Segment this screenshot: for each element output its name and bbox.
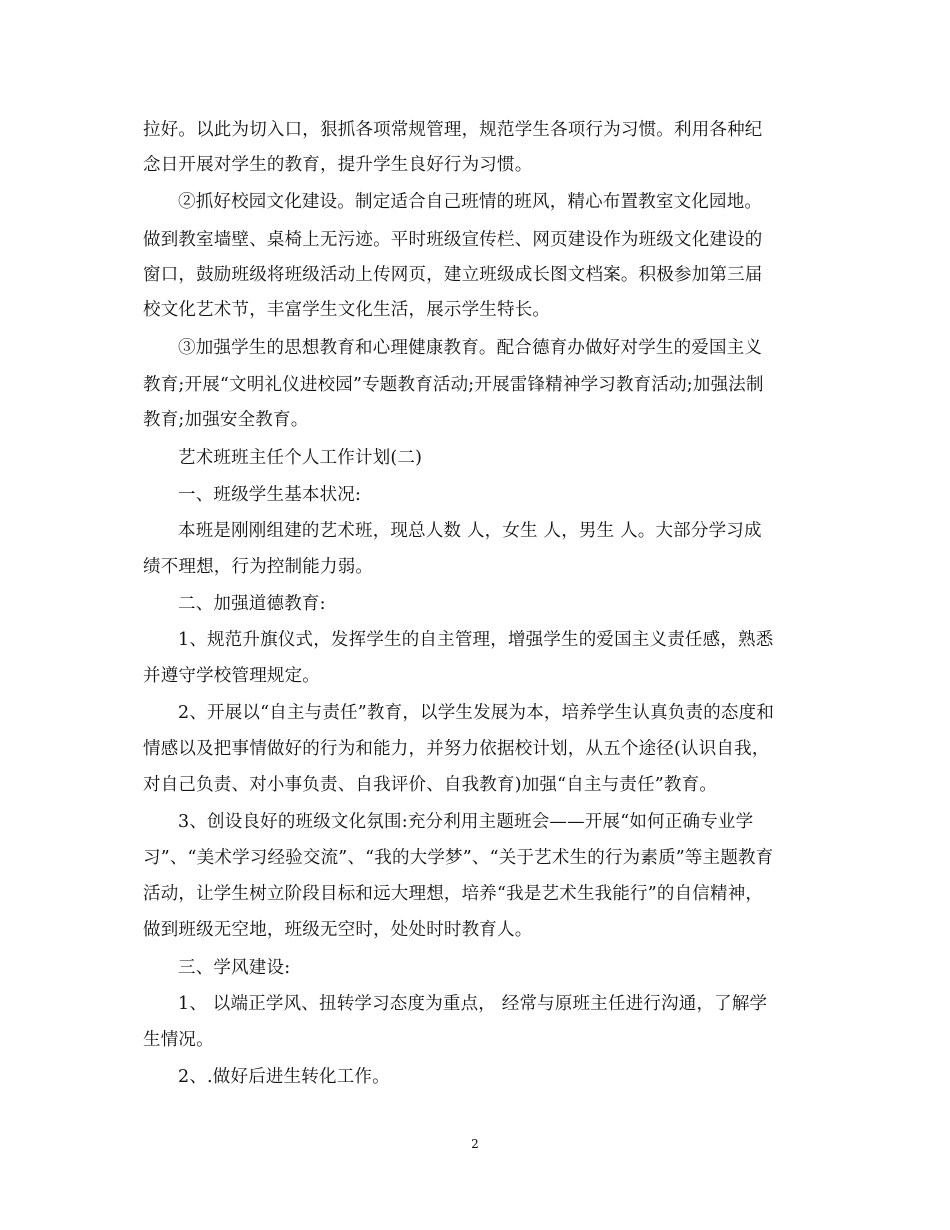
paragraph-start-line: 1、 以端正学风、扭转学习态度为重点， 经常与原班主任进行沟通，了解学	[178, 994, 768, 1014]
section-heading: 一、班级学生基本状况:	[178, 485, 362, 505]
page-number: 2	[471, 1137, 479, 1151]
body-text-line: 绩不理想，行为控制能力弱。	[143, 557, 374, 577]
body-text-line: 校文化艺术节，丰富学生文化生活，展示学生特长。	[143, 300, 551, 320]
paragraph-start-line: 1、规范升旗仪式，发挥学生的自主管理，增强学生的爱国主义责任感，熟悉	[178, 630, 774, 650]
body-text-line: 习”、“美术学习经验交流”、“我的大学梦”、“关于艺术生的行为素质”等主题教育	[143, 848, 774, 868]
paragraph-start-line: 2、开展以“自主与责任”教育，以学生发展为本，培养学生认真负责的态度和	[178, 703, 775, 723]
paragraph-start-line: ③加强学生的思想教育和心理健康教育。配合德育办做好对学生的爱国主义	[178, 338, 763, 358]
body-text-line: 并遵守学校管理规定。	[143, 666, 320, 686]
body-text-line: 做到教室墙壁、桌椅上无污迹。平时班级宣传栏、网页建设作为班级文化建设的	[143, 230, 763, 250]
body-text-line: 做到班级无空地，班级无空时，处处时时教育人。	[143, 920, 533, 940]
paragraph-start-line: ②抓好校园文化建设。制定适合自己班情的班风，精心布置教室文化园地。	[178, 192, 763, 212]
paragraph-start-line: 2、.做好后进生转化工作。	[178, 1067, 390, 1087]
body-text-line: 念日开展对学生的教育，提升学生良好行为习惯。	[143, 155, 533, 175]
section-heading: 三、学风建设:	[178, 958, 291, 978]
body-text-line: 生情况。	[143, 1030, 214, 1050]
body-text-line: 对自己负责、对小事负责、自我评价、自我教育)加强“自主与责任”教育。	[143, 775, 718, 795]
section-title: 艺术班班主任个人工作计划(二)	[178, 448, 423, 468]
body-text-line: 活动，让学生树立阶段目标和远大理想，培养“我是艺术生我能行”的自信精神，	[143, 884, 764, 904]
body-text-line: 教育;加强安全教育。	[143, 410, 309, 430]
paragraph-start-line: 本班是刚刚组建的艺术班，现总人数 人，女生 人，男生 人。大部分学习成	[178, 521, 762, 541]
body-text-line: 窗口，鼓励班级将班级活动上传网页，建立班级成长图文档案。积极参加第三届	[143, 265, 763, 285]
body-text-line: 拉好。以此为切入口，狠抓各项常规管理，规范学生各项行为习惯。利用各种纪	[143, 120, 763, 140]
section-heading: 二、加强道德教育:	[178, 594, 326, 614]
body-text-line: 情感以及把事情做好的行为和能力，并努力依据校计划，从五个途径(认识自我，	[143, 739, 770, 759]
paragraph-start-line: 3、创设良好的班级文化氛围:充分利用主题班会——开展“如何正确专业学	[178, 812, 754, 832]
body-text-line: 教育;开展“文明礼仪进校园”专题教育活动;开展雷锋精神学习教育活动;加强法制	[143, 375, 764, 395]
